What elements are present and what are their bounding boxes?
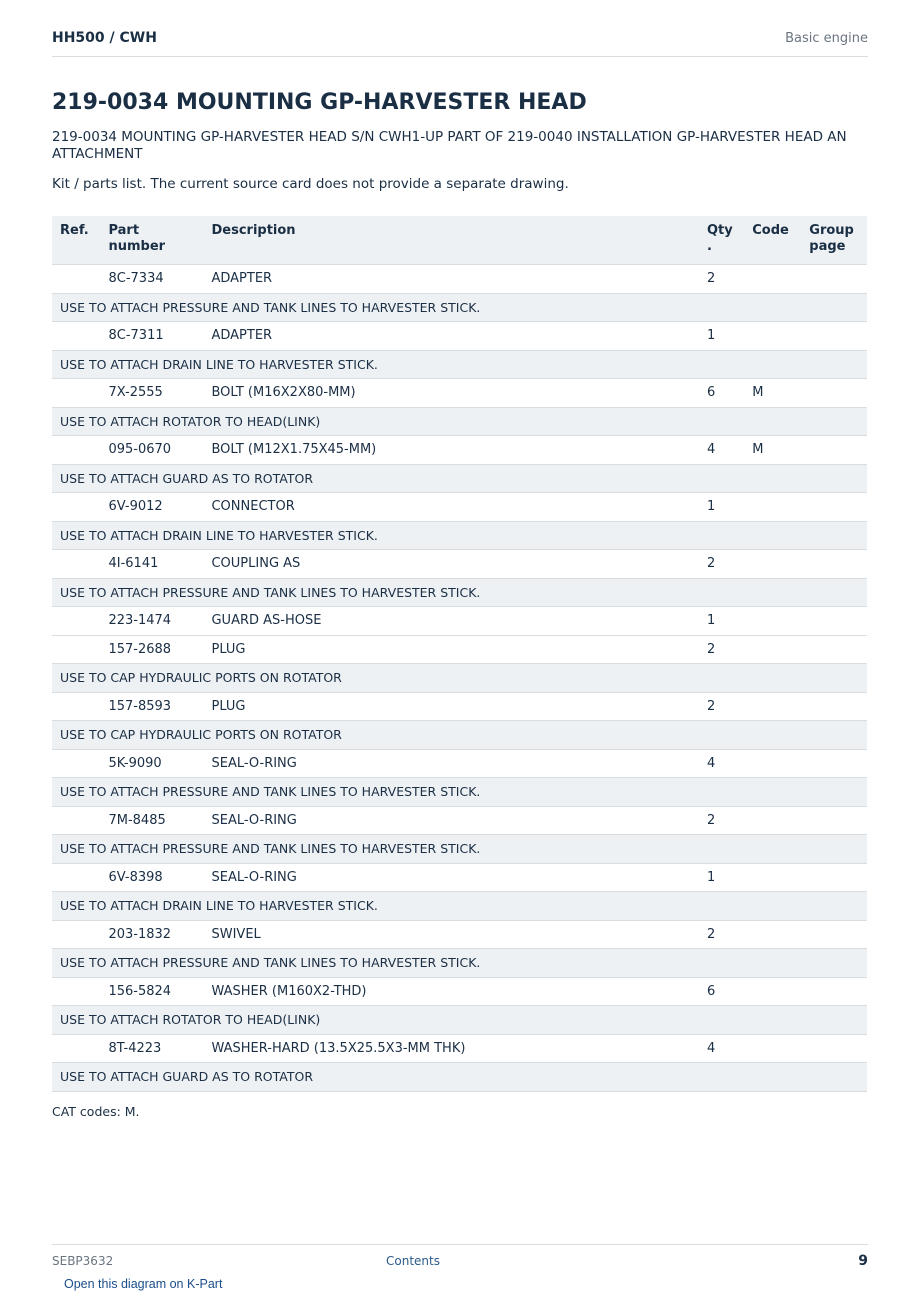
table-row xyxy=(52,1034,867,1063)
usage-note-row xyxy=(52,664,867,693)
cell-ref xyxy=(52,550,100,579)
cell-group-page xyxy=(801,749,867,778)
usage-note-row xyxy=(52,1006,867,1035)
usage-note: USE TO ATTACH PRESSURE AND TANK LINES TO HARVESTER STICK. xyxy=(52,578,867,607)
table-row xyxy=(52,379,867,408)
table-row xyxy=(52,920,867,949)
cell-qty: 2 xyxy=(699,265,744,294)
cell-qty: 2 xyxy=(699,635,744,664)
cell-part-number: 8T-4223 xyxy=(100,1034,203,1063)
cell-description: SEAL-O-RING xyxy=(203,749,699,778)
usage-note-row xyxy=(52,464,867,493)
table-row xyxy=(52,863,867,892)
cell-group-page xyxy=(801,1034,867,1063)
cell-code xyxy=(744,749,801,778)
cell-ref xyxy=(52,493,100,522)
usage-note: USE TO ATTACH PRESSURE AND TANK LINES TO HARVESTER STICK. xyxy=(52,835,867,864)
cell-qty: 4 xyxy=(699,1034,744,1063)
cell-part-number: 203-1832 xyxy=(100,920,203,949)
cell-description: SEAL-O-RING xyxy=(203,863,699,892)
usage-note-row xyxy=(52,721,867,750)
cell-code xyxy=(744,1034,801,1063)
col-ref: Ref. xyxy=(52,216,100,265)
usage-note-row xyxy=(52,407,867,436)
cell-group-page xyxy=(801,920,867,949)
contents-link[interactable]: Contents xyxy=(386,1254,440,1268)
cell-description: ADAPTER xyxy=(203,265,699,294)
cell-code: M xyxy=(744,436,801,465)
page-footer xyxy=(52,1244,868,1275)
source-note: Kit / parts list. The current source card does not provide a separate drawing. xyxy=(52,176,569,192)
usage-note: USE TO ATTACH DRAIN LINE TO HARVESTER STICK. xyxy=(52,892,867,921)
page-number: 9 xyxy=(858,1253,868,1269)
usage-note-row xyxy=(52,293,867,322)
usage-note: USE TO ATTACH PRESSURE AND TANK LINES TO HARVESTER STICK. xyxy=(52,949,867,978)
col-qty: Qty . xyxy=(699,216,744,265)
cell-description: GUARD AS-HOSE xyxy=(203,607,699,636)
cell-qty: 6 xyxy=(699,379,744,408)
page-subtitle: 219-0034 MOUNTING GP-HARVESTER HEAD S/N CWH1-UP PART OF 219-0040 INSTALLATION GP-HARVESTER HEAD AN ATTACHMENT xyxy=(52,129,847,162)
table-row xyxy=(52,607,867,636)
usage-note: USE TO ATTACH DRAIN LINE TO HARVESTER STICK. xyxy=(52,350,867,379)
usage-note: USE TO ATTACH ROTATOR TO HEAD(LINK) xyxy=(52,1006,867,1035)
col-description: Description xyxy=(203,216,699,265)
cell-qty: 4 xyxy=(699,749,744,778)
cell-group-page xyxy=(801,607,867,636)
cell-code xyxy=(744,322,801,351)
cell-qty: 1 xyxy=(699,493,744,522)
parts-table xyxy=(52,216,867,1092)
table-row xyxy=(52,265,867,294)
usage-note: USE TO ATTACH ROTATOR TO HEAD(LINK) xyxy=(52,407,867,436)
cell-part-number: 4I-6141 xyxy=(100,550,203,579)
cell-description: PLUG xyxy=(203,635,699,664)
cell-qty: 2 xyxy=(699,920,744,949)
parts-table-body xyxy=(52,265,867,1092)
cell-code xyxy=(744,265,801,294)
table-row xyxy=(52,977,867,1006)
table-row xyxy=(52,493,867,522)
cell-qty: 2 xyxy=(699,550,744,579)
cell-description: COUPLING AS xyxy=(203,550,699,579)
cell-ref xyxy=(52,749,100,778)
cell-ref xyxy=(52,322,100,351)
cell-group-page xyxy=(801,806,867,835)
cell-part-number: 5K-9090 xyxy=(100,749,203,778)
cell-part-number: 8C-7311 xyxy=(100,322,203,351)
col-group-page: Group page xyxy=(801,216,867,265)
cell-part-number: 7M-8485 xyxy=(100,806,203,835)
cell-group-page xyxy=(801,265,867,294)
cell-code xyxy=(744,692,801,721)
cell-qty: 2 xyxy=(699,806,744,835)
table-row xyxy=(52,806,867,835)
cell-group-page xyxy=(801,635,867,664)
cell-code xyxy=(744,806,801,835)
cell-part-number: 6V-8398 xyxy=(100,863,203,892)
usage-note-row xyxy=(52,578,867,607)
cell-ref xyxy=(52,977,100,1006)
cell-group-page xyxy=(801,977,867,1006)
cell-description: WASHER-HARD (13.5X25.5X3-MM THK) xyxy=(203,1034,699,1063)
cell-group-page xyxy=(801,436,867,465)
table-row xyxy=(52,749,867,778)
table-row xyxy=(52,436,867,465)
cell-description: PLUG xyxy=(203,692,699,721)
cell-code: M xyxy=(744,379,801,408)
cell-description: SEAL-O-RING xyxy=(203,806,699,835)
cell-description: BOLT (M12X1.75X45-MM) xyxy=(203,436,699,465)
table-row xyxy=(52,550,867,579)
cell-qty: 6 xyxy=(699,977,744,1006)
cell-group-page xyxy=(801,863,867,892)
usage-note-row xyxy=(52,521,867,550)
cell-code xyxy=(744,863,801,892)
cell-qty: 1 xyxy=(699,322,744,351)
cell-part-number: 7X-2555 xyxy=(100,379,203,408)
cell-description: ADAPTER xyxy=(203,322,699,351)
cell-part-number: 223-1474 xyxy=(100,607,203,636)
model-breadcrumb: HH500 / CWH xyxy=(52,30,157,46)
cell-group-page xyxy=(801,322,867,351)
cell-qty: 4 xyxy=(699,436,744,465)
document-id: SEBP3632 xyxy=(52,1254,114,1268)
cell-qty: 2 xyxy=(699,692,744,721)
cell-part-number: 8C-7334 xyxy=(100,265,203,294)
cell-qty: 1 xyxy=(699,863,744,892)
cell-description: CONNECTOR xyxy=(203,493,699,522)
col-part-number: Part number xyxy=(100,216,203,265)
cell-ref xyxy=(52,692,100,721)
usage-note-row xyxy=(52,350,867,379)
cell-ref xyxy=(52,607,100,636)
cell-group-page xyxy=(801,493,867,522)
cell-part-number: 157-8593 xyxy=(100,692,203,721)
usage-note: USE TO ATTACH GUARD AS TO ROTATOR xyxy=(52,464,867,493)
cell-group-page xyxy=(801,550,867,579)
usage-note: USE TO CAP HYDRAULIC PORTS ON ROTATOR xyxy=(52,721,867,750)
cell-part-number: 156-5824 xyxy=(100,977,203,1006)
usage-note-row xyxy=(52,892,867,921)
cell-ref xyxy=(52,379,100,408)
cell-part-number: 095-0670 xyxy=(100,436,203,465)
table-header-row xyxy=(52,216,867,265)
cell-ref xyxy=(52,635,100,664)
table-row xyxy=(52,635,867,664)
cell-code xyxy=(744,635,801,664)
cell-part-number: 6V-9012 xyxy=(100,493,203,522)
cell-code xyxy=(744,977,801,1006)
usage-note-row xyxy=(52,835,867,864)
usage-note: USE TO ATTACH PRESSURE AND TANK LINES TO HARVESTER STICK. xyxy=(52,778,867,807)
cell-group-page xyxy=(801,379,867,408)
cell-description: BOLT (M16X2X80-MM) xyxy=(203,379,699,408)
usage-note-row xyxy=(52,949,867,978)
usage-note: USE TO ATTACH GUARD AS TO ROTATOR xyxy=(52,1063,867,1092)
page-title: 219-0034 MOUNTING GP-HARVESTER HEAD xyxy=(52,90,587,115)
cell-ref xyxy=(52,920,100,949)
cell-qty: 1 xyxy=(699,607,744,636)
section-name: Basic engine xyxy=(785,31,868,46)
cell-ref xyxy=(52,1034,100,1063)
open-in-kpart-link[interactable]: Open this diagram on K-Part xyxy=(64,1277,223,1291)
usage-note: USE TO ATTACH DRAIN LINE TO HARVESTER STICK. xyxy=(52,521,867,550)
usage-note-row xyxy=(52,778,867,807)
cell-ref xyxy=(52,806,100,835)
cell-code xyxy=(744,493,801,522)
table-row xyxy=(52,322,867,351)
cat-codes: CAT codes: M. xyxy=(52,1104,140,1119)
cell-code xyxy=(744,920,801,949)
cell-description: WASHER (M160X2-THD) xyxy=(203,977,699,1006)
usage-note: USE TO ATTACH PRESSURE AND TANK LINES TO HARVESTER STICK. xyxy=(52,293,867,322)
col-code: Code xyxy=(744,216,801,265)
cell-group-page xyxy=(801,692,867,721)
cell-description: SWIVEL xyxy=(203,920,699,949)
page-header xyxy=(52,28,868,57)
cell-ref xyxy=(52,265,100,294)
cell-code xyxy=(744,607,801,636)
usage-note-row xyxy=(52,1063,867,1092)
cell-ref xyxy=(52,436,100,465)
cell-part-number: 157-2688 xyxy=(100,635,203,664)
table-row xyxy=(52,692,867,721)
cell-ref xyxy=(52,863,100,892)
usage-note: USE TO CAP HYDRAULIC PORTS ON ROTATOR xyxy=(52,664,867,693)
cell-code xyxy=(744,550,801,579)
